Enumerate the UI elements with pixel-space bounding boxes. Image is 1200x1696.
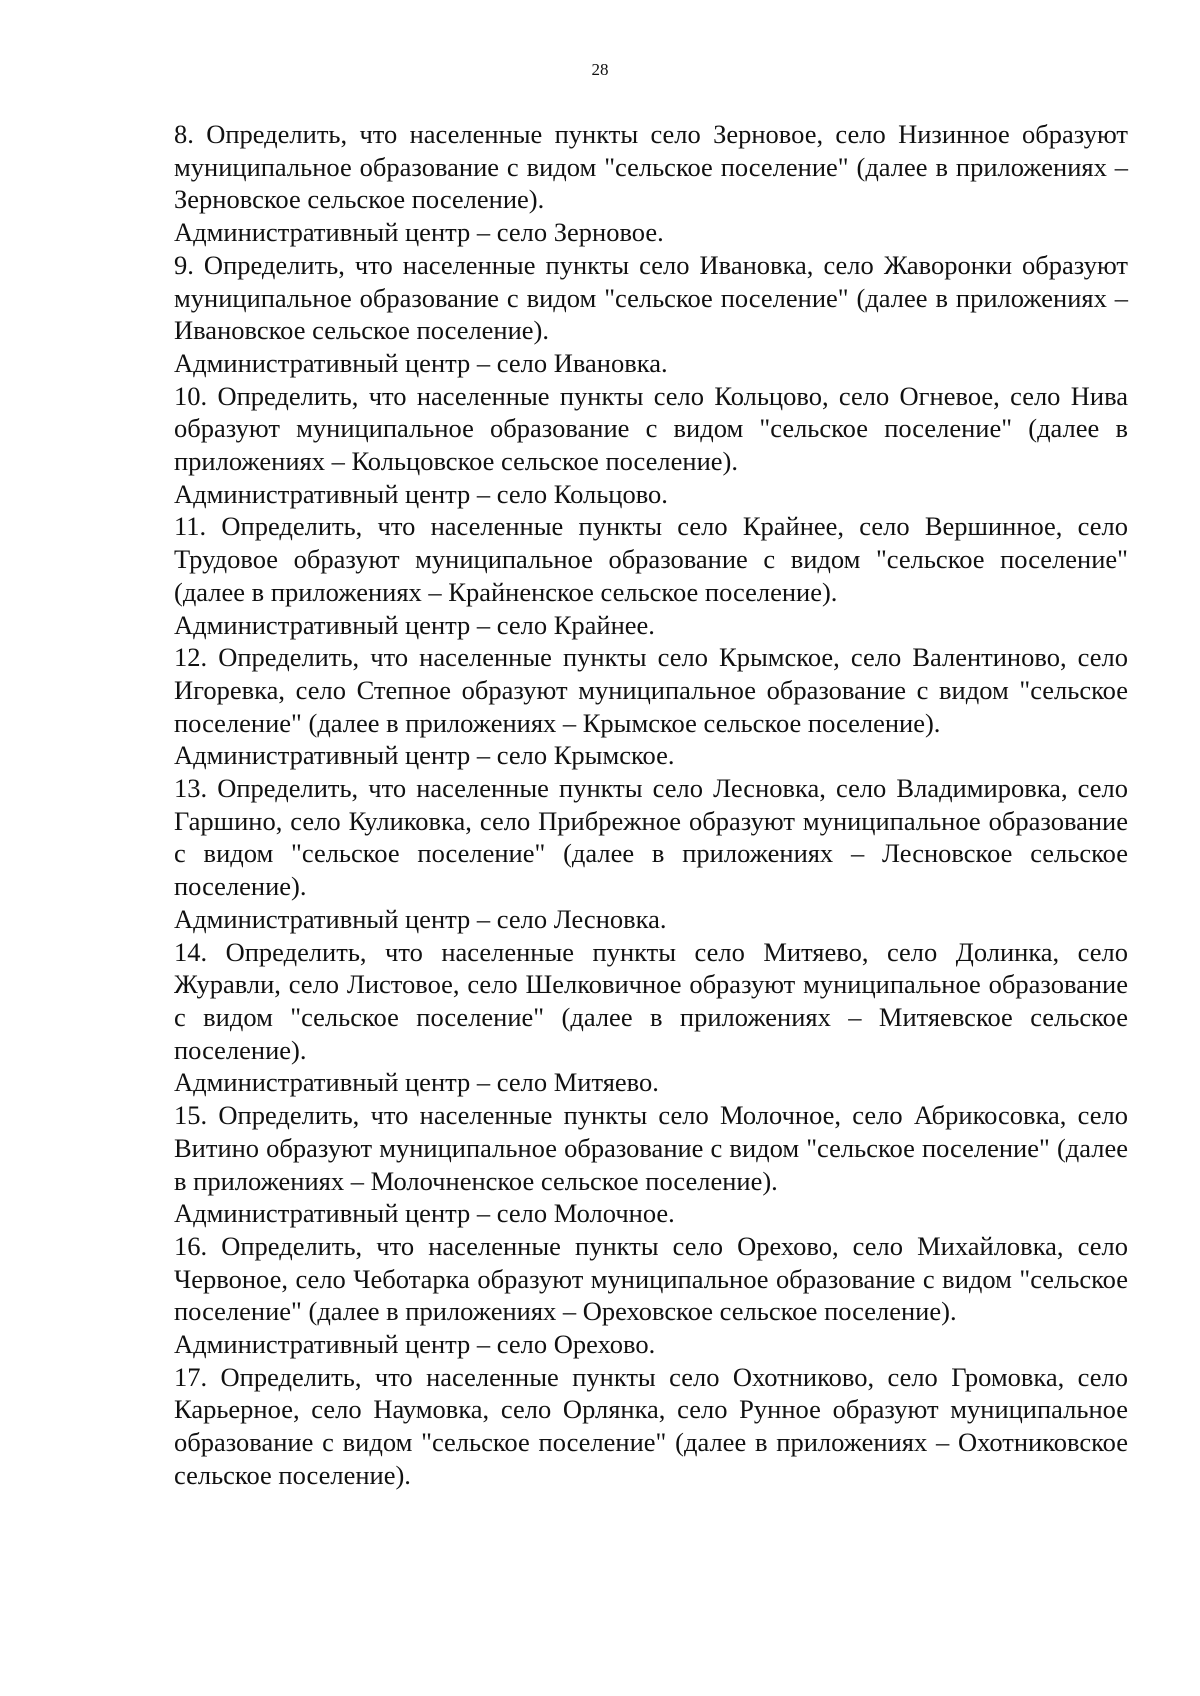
admin-center-8: Административный центр – село Зерновое. [174,217,664,248]
paragraph-item-14: 14. Определить, что населенные пункты село Митяево, село Долинка, село Журавли, село Листовое, село Шелковичное образуют муниципальное образование с видом "сельское поселение" (далее в приложениях – Митяевское сельское поселение). [174,936,1128,1065]
paragraph-item-10: 10. Определить, что населенные пункты село Кольцово, село Огневое, село Нива образуют муниципальное образование с видом "сельское поселение" (далее в приложениях – Кольцовское сельское поселение). [174,380,1128,477]
document-body [174,118,1128,1492]
page-number: 28 [591,60,609,79]
paragraph-item-17: 17. Определить, что населенные пункты село Охотниково, село Громовка, село Карьерное, село Наумовка, село Орлянка, село Рунное образуют муниципальное образование с видом "сельское поселение" (далее в приложениях – Охотниковское сельское поселение). [174,1361,1128,1490]
admin-center-13: Административный центр – село Лесновка. [174,903,667,934]
admin-center-14: Административный центр – село Митяево. [174,1067,659,1098]
paragraph-item-13: 13. Определить, что населенные пункты село Лесновка, село Владимировка, село Гаршино, село Куликовка, село Прибрежное образуют муниципальное образование с видом "сельское поселение" (далее в приложениях – Лесновское сельское поселение). [174,773,1128,902]
admin-center-15: Административный центр – село Молочное. [174,1198,675,1229]
paragraph-item-15: 15. Определить, что населенные пункты село Молочное, село Абрикосовка, село Витино образуют муниципальное образование с видом "сельское поселение" (далее в приложениях – Молочненское сельское поселение). [174,1100,1128,1196]
admin-center-16: Административный центр – село Орехово. [174,1329,656,1360]
paragraph-item-9: 9. Определить, что населенные пункты село Ивановка, село Жаворонки образуют муниципальное образование с видом "сельское поселение" (далее в приложениях – Ивановское сельское поселение). [174,249,1128,346]
paragraph-item-16: 16. Определить, что населенные пункты село Орехово, село Михайловка, село Червоное, село Чеботарка образуют муниципальное образование с видом "сельское поселение" (далее в приложениях – Ореховское сельское поселение). [174,1230,1128,1327]
admin-center-12: Административный центр – село Крымское. [174,740,675,771]
admin-center-9: Административный центр – село Ивановка. [174,347,668,378]
admin-center-10: Административный центр – село Кольцово. [174,478,668,509]
admin-center-11: Административный центр – село Крайнее. [174,609,655,640]
paragraph-item-12: 12. Определить, что населенные пункты село Крымское, село Валентиново, село Игоревка, село Степное образуют муниципальное образование с видом "сельское поселение" (далее в приложениях – Крымское сельское поселение). [174,642,1128,738]
paragraph-item-11: 11. Определить, что населенные пункты село Крайнее, село Вершинное, село Трудовое образуют муниципальное образование с видом "сельское поселение" (далее в приложениях – Крайненское сельское поселение). [174,511,1128,607]
paragraph-item-8: 8. Определить, что населенные пункты село Зерновое, село Низинное образуют муниципальное образование с видом "сельское поселение" (далее в приложениях – Зерновское сельское поселение). [174,119,1128,215]
